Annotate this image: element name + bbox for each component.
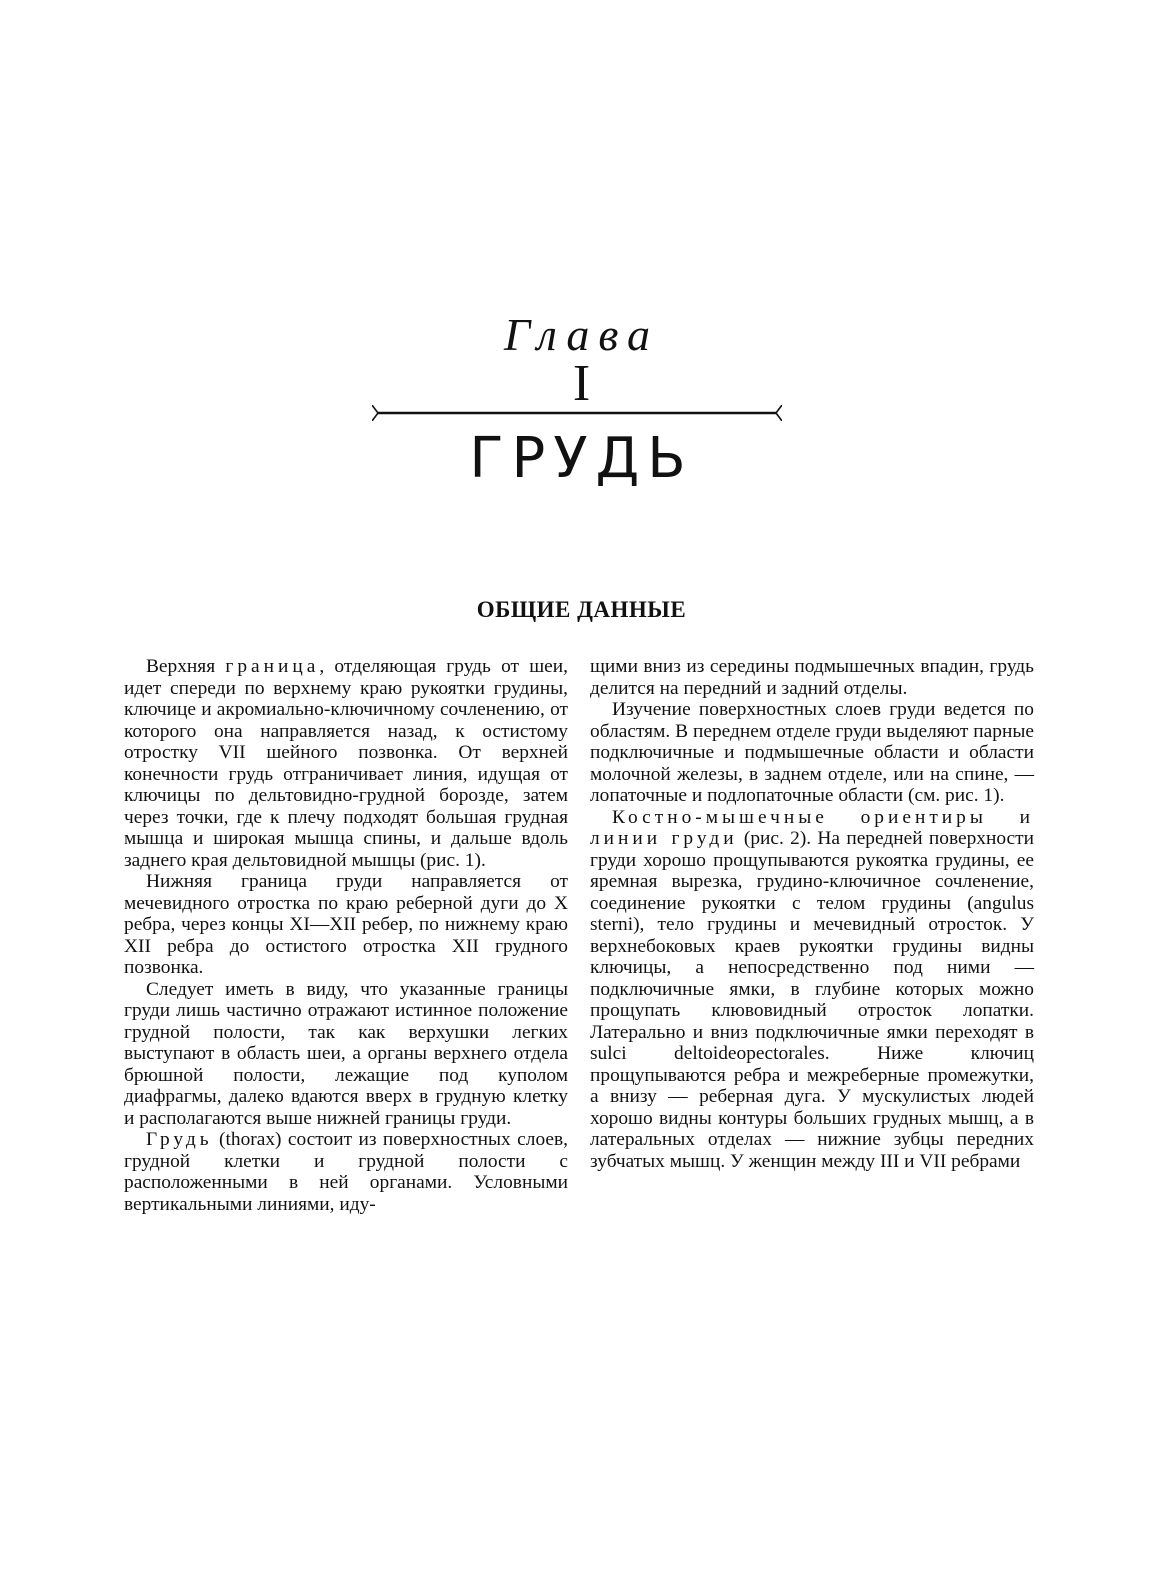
paragraph-text: (рис. 2). На передней поверхности груди хорошо прощупываются рукоятка грудины, ее яремная вырезка, грудино-ключичное сочленение, соединение рукоятки с телом грудины (angulus sterni), тело грудины и мечевидный отросток. У верхнебоковых краев рукоятки грудины видны ключицы, а непосредственно под ними — подключичные ямки, в глубине которых можно прощупать клювовидный отросток лопатки. Латерально и вниз подключичные ямки переходят в sulci deltoideopectorales. Ниже ключиц прощупываются ребра и межреберные промежутки, а внизу — реберная дуга. У мускулистых людей хорошо видны контуры больших грудных мышц, а в латеральных отделах — нижние зубцы передних зубчатых мышц. У женщин между III и VII ребрами	[590, 828, 1034, 1172]
chapter-divider-rule	[372, 405, 782, 421]
paragraph-text: (thorax) состоит из поверхностных слоев, грудной клетки и грудной полости с расположенными в ней органами. Условными вертикальными линиями, иду-	[124, 1129, 568, 1215]
paragraph: Нижняя граница груди направляется от мечевидного отростка по краю реберной дуги до X ребра, через концы XI—XII ребер, по нижнему краю XII ребра до остистого отростка XII грудного позвонка.	[124, 871, 568, 978]
spaced-term: Грудь	[146, 1129, 213, 1150]
chapter-label: Глава	[504, 309, 659, 360]
paragraph-text: , отделяющая грудь от шеи, идет спереди по верхнему краю рукоятки грудины, ключице и акромиально-ключичному сочленению, от которого она направляется назад, к остистому отростку VII шейного позвонка. От верхней конечности грудь отграничивает линия, идущая от ключицы по дельтовидно-грудной борозде, затем через точки, где к плечу подходят большая грудная мышца и широкая мышца спины, и дальше вдоль заднего края дельтовидной мышцы (рис. 1).	[124, 656, 568, 871]
paragraph-continued: щими вниз из середины подмышечных впадин, грудь делится на передний и задний отделы.	[590, 656, 1034, 699]
text-column-left	[124, 656, 568, 1215]
spaced-term: граница	[225, 656, 320, 677]
paragraph: Следует иметь в виду, что указанные границы груди лишь частично отражают истинное положение грудной полости, так как верхушки легких выступают в область шеи, а органы верхнего отдела брюшной полости, лежащие под куполом диафрагмы, далеко вдаются вверх в грудную клетку и располагаются выше нижней границы груди.	[124, 978, 568, 1129]
paragraph	[124, 656, 568, 871]
paragraph	[124, 1129, 568, 1215]
text-column-right	[590, 656, 1034, 1172]
paragraph: Изучение поверхностных слоев груди ведется по областям. В переднем отделе груди выделяют парные подключичные и подмышечные области и области молочной железы, в заднем отделе, или на спине, — лопаточные и подлопаточные области (см. рис. 1).	[590, 699, 1034, 806]
chapter-number: I	[572, 355, 591, 412]
chapter-title: ГРУДЬ	[469, 426, 694, 491]
paragraph	[590, 807, 1034, 1173]
spaced-term: Костно-мышечные ориентиры и линии груди	[590, 806, 1034, 849]
section-title: ОБЩИЕ ДАННЫЕ	[476, 597, 687, 622]
paragraph-lead: Верхняя	[146, 656, 226, 677]
